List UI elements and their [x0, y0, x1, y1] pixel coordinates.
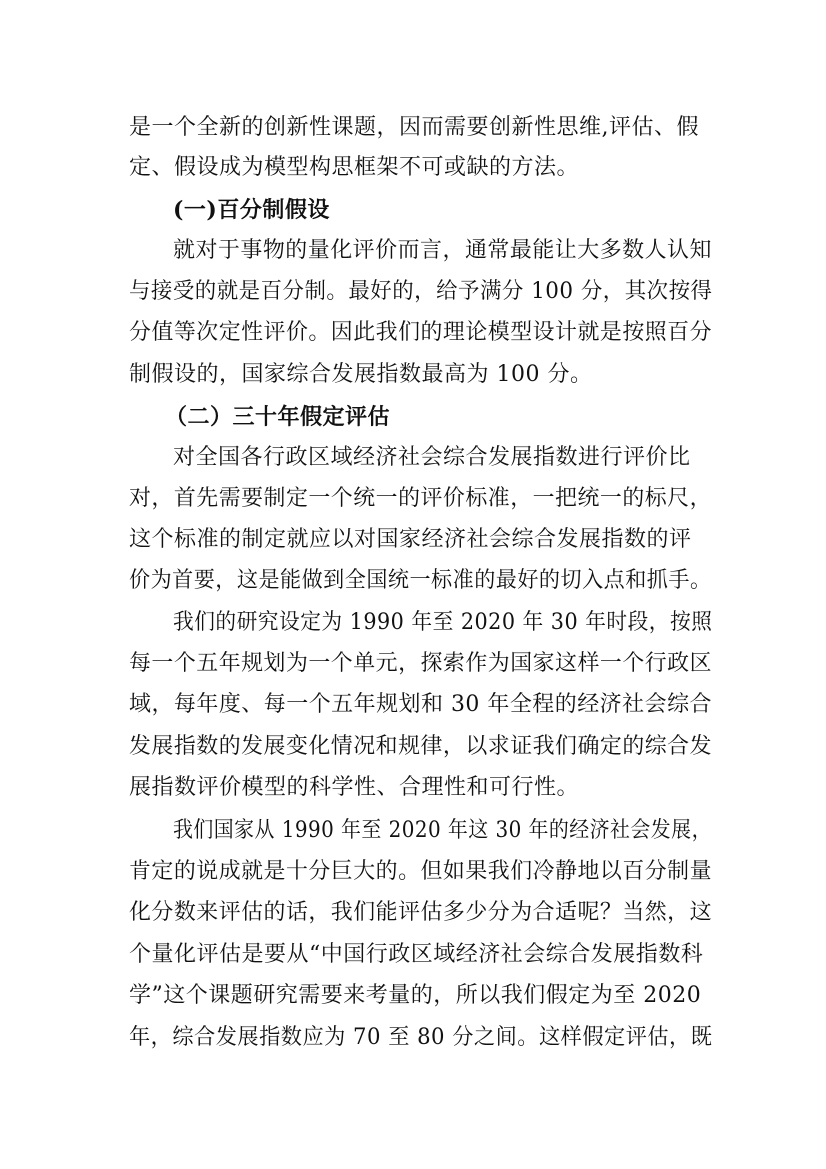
text-line: 价为首要，这是能做到全国统一标准的最好的切入点和抓手。	[129, 568, 712, 593]
text-line: 化分数来评估的话，我们能评估多少分为合适呢？当然，这	[129, 900, 713, 925]
text-line: 年，综合发展指数应为 70 至 80 分之间。这样假定评估，既	[129, 1025, 713, 1050]
section-heading: (一)百分制假设	[173, 197, 330, 223]
text-line: 定、假设成为模型构思框架不可或缺的方法。	[129, 155, 580, 180]
text-line: 个量化评估是要从“中国行政区域经济社会综合发展指数科	[129, 942, 704, 967]
text-line: 肯定的说成就是十分巨大的。但如果我们冷静地以百分制量	[129, 859, 713, 884]
text-line: 每一个五年规划为一个单元，探索作为国家这样一个行政区	[129, 651, 713, 676]
text-line: 展指数评价模型的科学性、合理性和可行性。	[129, 775, 580, 800]
text-line: 分值等次定性评价。因此我们的理论模型设计就是按照百分	[129, 320, 713, 345]
text-line: 对，首先需要制定一个统一的评价标准，一把统一的标尺，	[129, 486, 713, 511]
text-line: 就对于事物的量化评价而言，通常最能让大多数人认知	[173, 238, 712, 263]
text-line: 域，每年度、每一个五年规划和 30 年全程的经济社会综合	[129, 692, 712, 717]
text-line: 我们国家从 1990 年至 2020 年这 30 年的经济社会发展，	[173, 818, 712, 843]
text-line: 学”这个课题研究需要来考量的，所以我们假定为至 2020	[129, 983, 702, 1008]
text-line: 对全国各行政区域经济社会综合发展指数进行评价比	[173, 445, 691, 470]
section-heading: （二）三十年假定评估	[165, 404, 391, 430]
text-line: 发展指数的发展变化情况和规律，以求证我们确定的综合发	[129, 734, 713, 759]
text-line: 我们的研究设定为 1990 年至 2020 年 30 年时段，按照	[173, 610, 713, 635]
text-line: 制假设的，国家综合发展指数最高为 100 分。	[129, 362, 593, 387]
text-line: 是一个全新的创新性课题，因而需要创新性思维,评估、假	[129, 115, 699, 140]
text-line: 与接受的就是百分制。最好的，给予满分 100 分，其次按得	[129, 279, 713, 304]
text-line: 这个标准的制定就应以对国家经济社会综合发展指数的评	[129, 527, 692, 552]
